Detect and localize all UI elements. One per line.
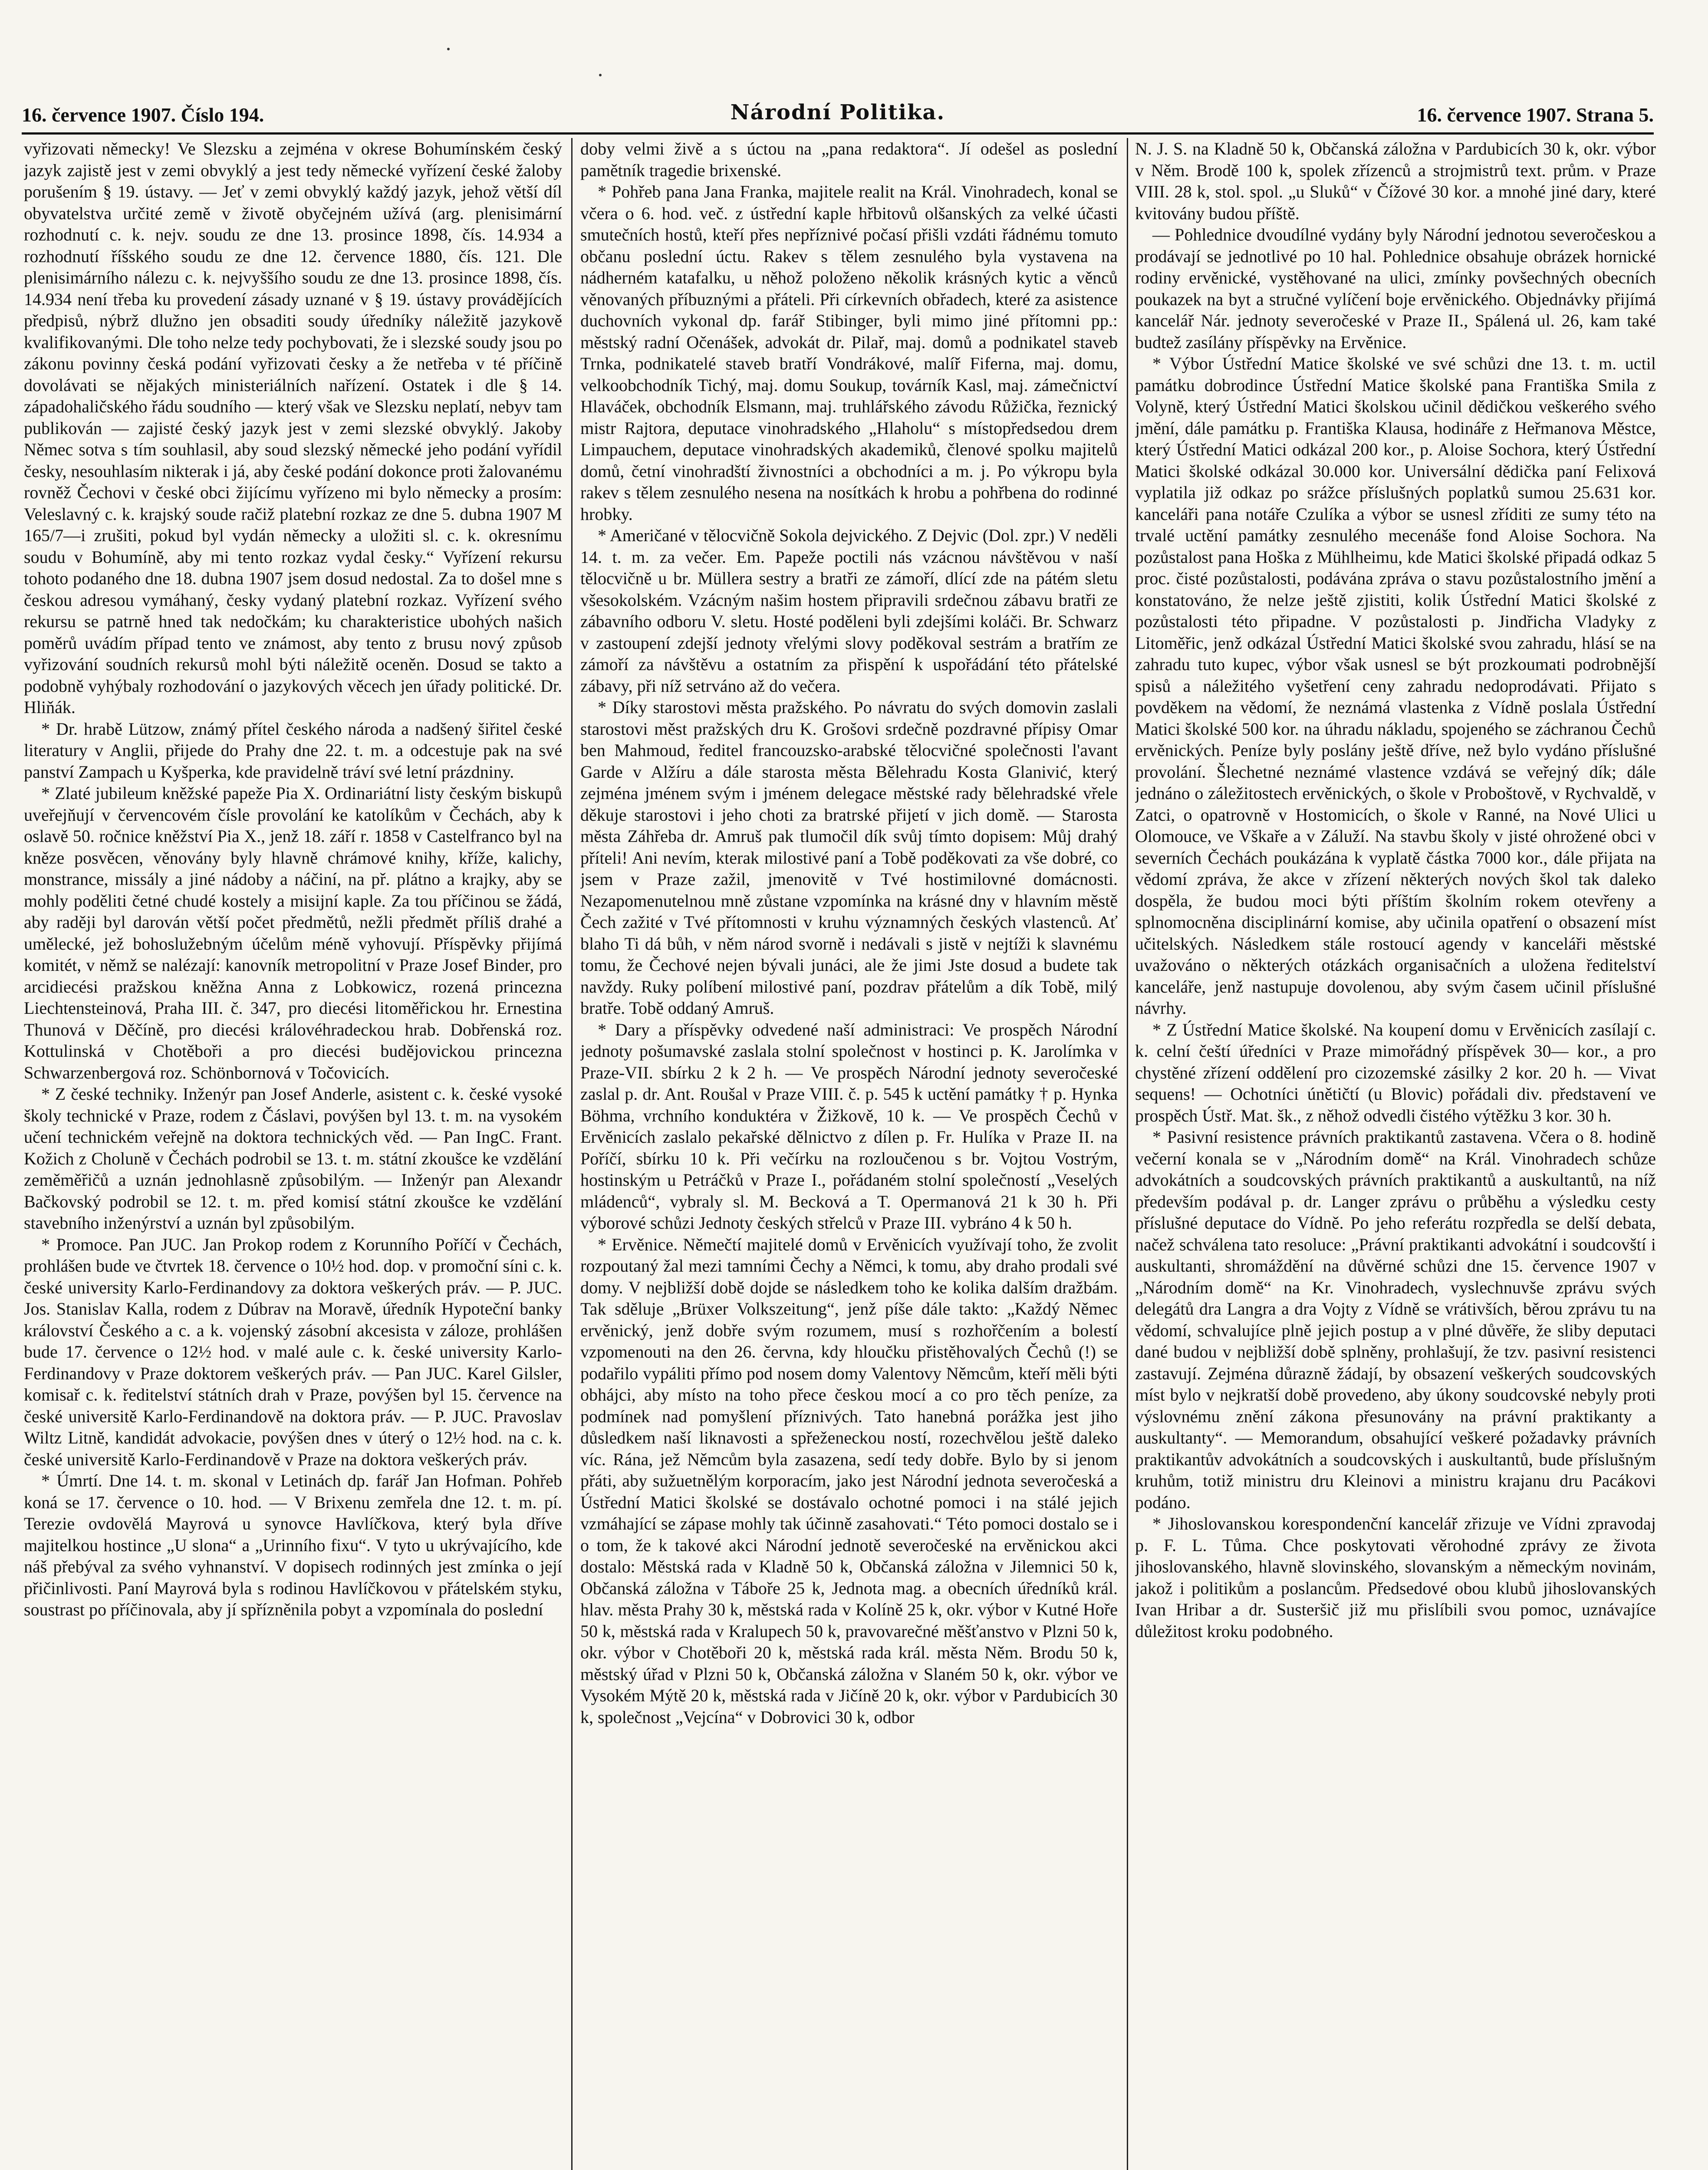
article-text: * Z Ústřední Matice školské. Na koupení domu v Ervěnicích zasílají c. k. celní čeští úředníci v Praze mimořádný příspěvek 30— kor., a pro chystěné zřízení oddělení pro cizozemské zásilky 2 kor. 20 h. — Vivat sequens! — Ochotníci únětičtí (u Blovic) pořádali div. představení ve prospěch Ústř. Mat. šk., z něhož odvedli čistého výtěžku 3 kor. 30 h. <box>1135 1019 1656 1125</box>
header-rule <box>22 132 1654 135</box>
column-2 <box>580 138 1118 2170</box>
column-divider <box>1127 138 1128 2170</box>
article-text: * Američané v tělocvičně Sokola dejvického. Z Dejvic (Dol. zpr.) V neděli 14. t. m. za večer. Em. Papeže poctili nás vzácnou návštěvou v naší tělocvičně u br. Müllera sestry a bratři ze zámoří, dlící zde na pátém sletu všesokolském. Vzácným našim hostem připravili srdečnou zábavu bratři ze zábavního odboru V. sletu. Hosté poděleni byli zdejšími koláči. Br. Schwarz v zastoupení zdejší jednoty vřelými slovy poděkoval sestrám a bratřím ze zámoří za návštěvu a ostatním za přispění k uspořádání této přátelské zábavy, při níž setrváno až do večera. <box>580 526 1118 696</box>
column-3 <box>1135 138 1656 2170</box>
article-text: * Díky starostovi města pražského. Po návratu do svých domovin zaslali starostovi měst pražských dru K. Grošovi srdečně pozdravné přípisy Omar ben Mahmoud, ředitel francouzsko-arabské tělocvičné společnosti l'avant Garde v Alžíru a dále starosta města Bělehradu Kosta Glanivić, který zejména jménem svým i jménem delegace městské rady bělehradské vřele děkuje starostovi i jeho choti za bratrské přijetí v jich domě. — Starosta města Záhřeba dr. Amruš pak tlumočil dík svůj tímto dopisem: Můj drahý příteli! Ani nevím, kterak milostivé paní a Tobě poděkovati za vše dobré, co jsem v Praze zažil, jmenovitě v Tvé hostimilovné domácnosti. Nezapomenutelnou mně zůstane vzpomínka na krásné dny v hlavním městě Čech zažité v Tvé přítomnosti v kruhu významných českých vlastenců. Ať blaho Ti dá bůh, v něm národ svorně i nedávali s jistě v nejtíži k slavnému tomu, že Čechové nejen bývali junáci, ale že jimi Jste dosud a budete tak navždy. Ruky políbení milostivé paní, pozdrav přátelům a dík Tobě, milý bratře. Tobě oddaný Amruš. <box>580 697 1118 1018</box>
article-text: * Pasivní resistence právních praktikantů zastavena. Včera o 8. hodině večerní konala se v „Národním domě“ na Král. Vinohradech schůze advokátních a soudcovských právních praktikantů a auskultantů, na níž především podával p. dr. Langer zprávu o průběhu a výsledku cesty příslušné deputace do Vídně. Po jeho referátu rozpředla se delší debata, načež schválena tato resoluce: „Právní praktikanti advokátní i soudcovští i auskultanti, shromáždění na důvěrné schůzi dne 15. července 1907 v „Národním domě“ na Kr. Vinohradech, vyslechnuvše zprávu svých delegátů dra Langra a dra Vojty z Vídně se vrátivších, běrou zprávu tu na vědomí, schvalujíce plně jejich postup a v plné důvěře, že sliby deputaci dané budou v nejbližší době splněny, prohlašují, že tzv. pasivní resistenci zastavují. Zejména důrazně žádají, by obsazení veškerých soudcovských míst bylo v nejkratší době provedeno, aby úkony soudcovské nebyly proti výslovnému znění zákona přesunovány na právní praktikanty a auskultanty“. — Memorandum, obsahující veškeré požadavky právních praktikantův advokátních a soudcovských i auskultantů, bude příslušným kruhům, totiž ministru dru Kleinovi a ministru krajanu dru Pacákovi podáno. <box>1135 1127 1656 1512</box>
masthead-title: Národní Politika. <box>730 100 945 125</box>
column-1 <box>24 138 562 2170</box>
article-text: * Z české techniky. Inženýr pan Josef Anderle, asistent c. k. české vysoké školy technické v Praze, rodem z Čáslavi, povýšen byl 13. t. m. na vysokém učení technickém veřejně na doktora technických věd. — Pan IngC. Frant. Kožich z Choluně v Čechách podrobil se 13. t. m. státní zkoušce ke vzdělání zeměměřičů a uznán jednohlasně způsobilým. — Inženýr pan Alexandr Bačkovský podrobil se 12. t. m. před komisí státní zkoušce ke vzdělání stavebního inženýrství a uznán byl způsobilým. <box>24 1084 562 1233</box>
article-text: doby velmi živě a s úctou na „pana redaktora“. Jí odešel as poslední pamětník tragedie brixenské. <box>580 139 1118 180</box>
column-divider <box>571 138 573 2170</box>
article-text: N. J. S. na Kladně 50 k, Občanská záložna v Pardubicích 30 k, okr. výbor v Něm. Brodě 100 k, spolek zřízenců a strojmistrů text. prům. v Praze VIII. 28 k, stol. spol. „u Sluků“ v Čížové 30 kor. a mnohé jiné dary, které kvitovány budou příště. <box>1135 139 1656 223</box>
article-text: * Výbor Ústřední Matice školské ve své schůzi dne 13. t. m. uctil památku dobrodince Ústřední Matice školské pana Františka Smila z Volyně, který Ústřední Matici školskou učinil dědičkou veškerého svého jmění, dále památku p. Františka Klausa, hodináře z Heřmanova Městce, který Ústřední Matici odkázal 200 kor., p. Aloise Sochora, který Ústřední Matici školské odkázal 30.000 kor. Universální dědička paní Felixová vyplatila již odkaz po srážce příslušných poplatků sumou 25.631 kor. kanceláři pana notáře Czulíka a výbor se usnesl zříditi ze sumy této na trvalé uctění památky zesnulého mecenáše fond Aloise Sochora. Na pozůstalost pana Hoška z Mühlheimu, kde Matici školské připadá odkaz 5 proc. čisté pozůstalosti, podávána zpráva o stavu pozůstalostního jmění a konstatováno, že nelze ještě zjistiti, kolik Ústřední Matici školské z pozůstalosti této připadne. V pozůstalosti p. Jindřicha Vladyky z Litoměřic, jenž odkázal Ústřední Matici školské svou zahradu, hlásí se na zahradu tuto kupec, výbor však usnesl se být prozkoumati podrobnější spisů a náležitého vyšetření ceny zahradu nedoprodávati. Přijato s povděkem na vědomí, že neznámá vlastenka z Vídně poslala Ústřední Matici školské 500 kor. na úhradu nákladu, spojeného se záchranou Čechů ervěnických. Peníze byly poslány ještě dříve, než bylo vydáno příslušné provolání. Šlechetné neznámé vlastence vzdává se veřejný dík; dále jednáno o záležitostech ervěnických, o škole v Proboštově, v Rychvaldě, v Zatci, o opatrovně v Hostomicích, o škole v Ranné, na Nové Ulici u Olomouce, ve Vškaře a v Záluží. Na stavbu školy v jisté ohrožené obci v severních Čechách poukázána k vyplatě částka 7000 kor., dále přijata na vědomí zpráva, že akce v zřízení některých nových škol tak daleko dospěla, že budou moci býti příštím školním rokem otevřeny a splnomocněna disciplinární komise, aby učinila opatření o obsazení míst učitelských. Následkem stále rostoucí agendy v kanceláři městské uvažováno o některých otázkách organisačních a uložena ředitelství kanceláře, jenž nastupuje dovolenou, aby svým časem učinil příslušné návrhy. <box>1135 354 1656 1018</box>
article-text: * Pohřeb pana Jana Franka, majitele realit na Král. Vinohradech, konal se včera o 6. hod. več. z ústřední kaple hřbitovů olšanských za velké účasti smutečních hostů, kteří přes nepříznivé počasí přišli vzdáti řádnému tomuto občanu poslední úctu. Rakev s tělem zesnulého byla vystavena na nádherném katafalku, u něhož položeno několik krásných kytic a věnců věnovaných příbuznými a přáteli. Při církevních obřadech, které za asistence duchovních vykonal dp. farář Stibinger, byli mimo jiné přítomni pp.: městský radní Očenášek, advokát dr. Pilař, maj. domů a podnikatel staveb Trnka, podnikatelé staveb bratří Vondrákové, malíř Fiferna, maj. domu, velkoobchodník Tichý, maj. domu Soukup, továrník Kasl, maj. zámečnictví Hlaváček, obchodník Elsmann, maj. truhlářského závodu Růžička, řeznický mistr Rajtora, deputace vinohradského „Hlaholu“ s místopředsedou drem Limpauchem, deputace vinohradských akademiků, členové spolku majitelů domů, četní vinohradští živnostníci a obchodníci a m. j. Po výkropu byla rakev s tělem zesnulého nesena na nosítkách k hrobu a pohřbena do rodinné hrobky. <box>580 182 1118 524</box>
article-text: * Promoce. Pan JUC. Jan Prokop rodem z Korunního Poříčí v Čechách, prohlášen bude ve čtvrtek 18. července o 10½ hod. dop. v promoční síni c. k. české university Karlo-Ferdinandovy za doktora veškerých práv. — P. JUC. Jos. Stanislav Kalla, rodem z Dúbrav na Moravě, úředník Hypoteční banky království Českého a c. a k. vojenský zásobní akcesista v záloze, prohlášen bude 17. července o 12½ hod. v malé aule c. k. české university Karlo-Ferdinandovy v Praze doktorem veškerých práv. — Pan JUC. Karel Gilsler, komisař c. k. ředitelství státních drah v Praze, povýšen byl 15. července na české universitě Karlo-Ferdinandově na doktora práv. — P. JUC. Pravoslav Wiltz Litně, kandidát advokacie, povýšen dnes v úterý o 12½ hod. na c. k. české universitě Karlo-Ferdinandově v Praze na doktora veškerých práv. <box>24 1234 562 1469</box>
article-text: * Dary a příspěvky odvedené naší administraci: Ve prospěch Národní jednoty pošumavské zaslala stolní společnost v hostinci p. K. Jarolímka v Praze-VII. sbírku 2 k 2 h. — Ve prospěch Národní jednoty severočeské zaslal p. dr. Ant. Roušal v Praze VIII. č. p. 545 k uctění památky † p. Hynka Böhma, vrchního konduktéra v Žižkově, 10 k. — Ve prospěch Čechů v Ervěnicích zaslalo pekařské dělnictvo z dílen p. Fr. Hulíka v Praze II. na Poříčí, sbírku 10 k. Při večírku na rozloučenou s br. Vojtou Vostrým, hostinským u Petráčků v Praze I., pořádaném stolní společností „Veselých mládenců“, vybraly sl. M. Becková a T. Opermanová 21 k 30 h. Při výborové schůzi Jednoty českých střelců v Praze III. vybráno 4 k 50 h. <box>580 1019 1118 1233</box>
header-date-issue: 16. července 1907. Číslo 194. <box>22 104 264 126</box>
print-speck <box>447 48 450 50</box>
article-text: vyřizovati německy! Ve Slezsku a zejména v okrese Bohumínském český jazyk zajistě jest v zemi obvyklý a jest tedy německé vyřízení české žaloby porušením § 19. ústavy. — Jeť v zemi obvyklý každý jazyk, jehož větší díl obyvatelstva určité země v životě obyčejném užívá (arg. plenisimární rozhodnutí c. k. nejv. soudu ze dne 13. prosince 1898, čís. 14.934 a rozhodnutí říšského soudu ze dne 12. července 1880, čís. 121. Dle plenisimárního nálezu c. k. nejvyššího soudu ze dne 13. prosince 1898, čís. 14.934 není třeba ku provedení zásady uznané v § 19. ústavy provádějících předpisů, nýbrž dlužno jen obsaditi soudy úředníky náležitě jazykově kvalifikovanými. Dle toho nelze tedy pochybovati, že i slezské soudy jsou po zákonu povinny česká podání vyřizovati česky a že netřeba v té příčině dovolávati se nějakých ministeriálních nařízení. Ostatek i dle § 14. západohaličského řádu soudního — který však ve Slezsku neplatí, nebyv tam publikován — zajisté český jazyk jest v zemi slezské obvyklý. Jakoby Němec sotva s tím souhlasil, aby soud slezský německé jeho podání vyřídil česky, nesouhlasím nikterak i já, aby české podání dokonce proti žalovanému rovněž Čechovi v české obci žijícímu vyřízeno mi bylo německy a prosím: Veleslavný c. k. krajský soude račiž platební rozkaz ze dne 5. dubna 1907 M 165/7—i zrušiti, pokud byl vydán německy a uložiti sl. c. k. okresnímu soudu v Bohumíně, aby mi tento rozkaz vydal česky.“ Vyřízení rekursu tohoto podaného dne 18. dubna 1907 jsem dosud nedostal. Za to došel mne s českou adresou vymáhaný, česky vydaný platební rozkaz. Vyřízení svého rekursu se patrně hned tak nedočkám; ku charakteristice ubohých našich poměrů uvádím případ tento ve známost, aby tento z brusu nový způsob vyřizování soudních rekursů mohl býti náležitě oceněn. Dosud se takto a podobně vyhýbaly rozhodování o jazykových věcech jen úřady politické. Dr. Hliňák. <box>24 139 562 717</box>
article-text: * Zlaté jubileum kněžské papeže Pia X. Ordinariátní listy českým biskupů uveřejňují v červencovém čísle provolání ke katolíkům v Čechách, aby k oslavě 50. ročnice kněžství Pia X., jenž 18. září r. 1858 v Castelfranco byl na kněze posvěcen, věnovány byly hlavně chrámové knihy, kříže, kalichy, monstrance, missály a jiné nádoby a náčiní, na př. plátno a krajky, aby se mohly poděliti četné chudé kostely a misijní kaple. Za tou příčinou se žádá, aby raději byl darován větší počet předmětů, nežli předmět příliš drahé a umělecké, jež bohoslužebným účelům méně vyhovují. Příspěvky přijímá komitét, v němž se nalézají: kanovník metropolitní v Praze Josef Binder, pro arcidiecési pražskou kněžna Anna z Lobkowicz, rozená princezna Liechtensteinová, Praha III. č. 347, pro diecési litoměřickou hr. Ernestina Thunová v Děčíně, pro diecési královéhradeckou hrab. Dobřenská roz. Kottulinská v Chotěboři a pro diecési budějovickou princezna Schwarzenbergová roz. Schönbornová v Točovicích. <box>24 783 562 1082</box>
article-text: * Úmrtí. Dne 14. t. m. skonal v Letinách dp. farář Jan Hofman. Pohřeb koná se 17. července o 10. hod. — V Brixenu zemřela dne 12. t. m. pí. Terezie ovdovělá Mayrová u synovce Havlíčkova, který byla dříve majitelkou hostince „U slona“ a „Urinního fixu“. V tyto u ukrývajícího, kde náš přebýval za svého vyhnanství. V dopisech rodinných jest zmínka o její přičinlivosti. Paní Mayrová byla s rodinou Havlíčkovou v přátelském styku, soustrast po příčinovala, aby jí spřízněnila pobyt a vzpomínala do poslední <box>24 1471 562 1619</box>
article-text: * Jihoslovanskou korespondenční kancelář zřizuje ve Vídni zpravodaj p. F. L. Tůma. Chce poskytovati věrohodné zprávy ze života jihoslovanského, hlavně slovinského, slovanským a německým novinám, jakož i politikům a poslancům. Předsedové obou klubů jihoslovanských Ivan Hribar a dr. Susteršič již mu přislíbili svou pomoc, uznávajíce důležitost kroku podobného. <box>1135 1514 1656 1641</box>
article-text: — Pohlednice dvoudílné vydány byly Národní jednotou severočeskou a prodávají se jednotlivé po 10 hal. Pohlednice obsahuje obrázek hornické rodiny ervěnické, vystěhované na ulici, zmínky povšechných obecních poukazek na byt a stručné vylíčení boje ervěnického. Objednávky přijímá kancelář Nár. jednoty severočeské v Praze II., Spálená ul. 26, kam také budtež zasílány příspěvky na Ervěnice. <box>1135 225 1656 352</box>
article-text: * Ervěnice. Němečtí majitelé domů v Ervěnicích využívají toho, že zvolit rozpoutaný žal mezi tamními Čechy a Němci, k tomu, aby draho prodali své domy. V nejbližší době dojde se následkem toho ke kolika dalším dražbám. Tak sděluje „Brüxer Volkszeitung“, jenž píše dále takto: „Každý Němec ervěnický, jenž dobře svým rozumem, musí s rozhořčením a bolestí vzpomenouti na den 26. června, kdy hloučku přistěhovalých Čechů (!) se podařilo vypáliti přímo pod nosem domy Valentovy Němcům, kteří měli býti obhájci, aby místo na toho přece českou mocí a co pro těch peníze, za podmínek nad pomyšlení příznivých. Tato hanebná porážka jest jiho důsledkem naší liknavosti a spřeženeckou ností, rozechvělou ještě daleko víc. Rána, jež Němcům byla zasazena, sedí tedy dobře. Bylo by si jenom přáti, aby sužuetnělým korporacím, jako jest Národní jednota severočeská a Ústřední Matici školské se dostávalo ochotné pomoci i na stálé jejich vzmáhající se zápase mohly tak účinně zasahovati.“ Této pomoci dostalo se i o tom, že k takové akci Národní jednotě severočeské na ervěnickou akci dostalo: Městská rada v Kladně 50 k, Občanská záložna v Jilemnici 50 k, Občanská záložna v Táboře 25 k, Jednota mag. a obecních úředníků král. hlav. města Prahy 30 k, městská rada v Kolíně 25 k, okr. výbor v Kutné Hoře 50 k, městská rada v Kralupech 50 k, pravovarečné měšťanstvo v Plzni 50 k, okr. výbor v Chotěboři 20 k, městská rada král. města Něm. Brodu 50 k, městský úřad v Plzni 50 k, Občanská záložna v Slaném 50 k, okr. výbor ve Vysokém Mýtě 20 k, městská rada v Jičíně 20 k, okr. výbor v Pardubicích 30 k, společnost „Vejcína“ v Dobrovici 30 k, odbor <box>580 1234 1118 1727</box>
article-text: * Dr. hrabě Lützow, známý přítel českého národa a nadšený šiřitel české literatury v Anglii, přijede do Prahy dne 22. t. m. a odcestuje pak na své panství Zampach u Kyšperka, kde pravidelně tráví své letní prázdniny. <box>24 719 562 782</box>
page-header <box>22 100 1654 130</box>
header-date-page: 16. července 1907. Strana 5. <box>1417 104 1654 126</box>
print-speck <box>599 74 602 76</box>
